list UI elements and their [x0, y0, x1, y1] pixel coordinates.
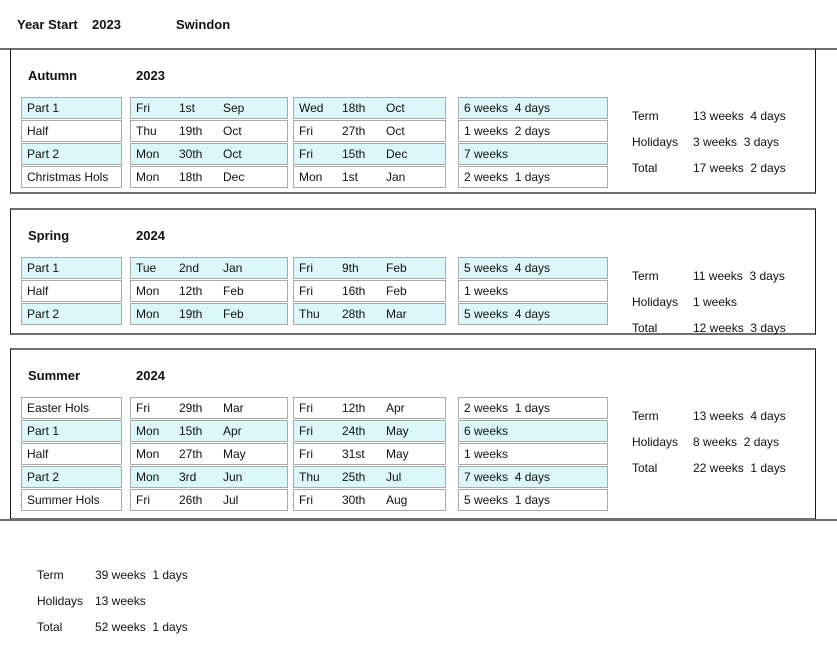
duration-cell[interactable] [458, 303, 608, 325]
table-row [11, 397, 608, 419]
duration-cell[interactable] [458, 257, 608, 279]
summary-total-value: 22 weeks 1 days [693, 461, 786, 475]
start-ordinal: 30th [179, 147, 203, 161]
end-day: Fri [299, 401, 313, 415]
table-row [11, 280, 608, 302]
start-month: Feb [223, 284, 244, 298]
start-date-cell[interactable] [130, 143, 288, 165]
start-day: Fri [136, 401, 150, 415]
section-rows [11, 257, 608, 326]
duration-text: 6 weeks [464, 424, 509, 438]
start-ordinal: 29th [179, 401, 203, 415]
end-date-cell[interactable] [293, 303, 446, 325]
end-ordinal: 28th [342, 307, 366, 321]
end-month: Jan [386, 170, 406, 184]
section-title: Summer [28, 368, 81, 383]
duration-text: 6 weeks 4 days [464, 101, 551, 115]
start-date-cell[interactable] [130, 257, 288, 279]
summary-term-value: 13 weeks 4 days [693, 109, 786, 123]
end-ordinal: 24th [342, 424, 366, 438]
end-date-cell[interactable] [293, 466, 446, 488]
location-name[interactable]: Swindon [176, 17, 231, 32]
summary-term-value: 13 weeks 4 days [693, 409, 786, 423]
start-month: Mar [223, 401, 244, 415]
summary-holidays-value: 1 weeks [693, 295, 738, 309]
start-ordinal: 19th [179, 307, 203, 321]
end-ordinal: 25th [342, 470, 366, 484]
end-day: Fri [299, 147, 313, 161]
duration-text: 5 weeks 1 days [464, 493, 551, 507]
period-label: Easter Hols [27, 401, 90, 415]
year-holidays-label: Holidays [37, 594, 84, 608]
end-ordinal: 12th [342, 401, 366, 415]
section-rows [11, 397, 608, 512]
summary-total-label: Total [632, 321, 658, 335]
period-label: Half [27, 124, 49, 138]
table-row [11, 303, 608, 325]
end-ordinal: 30th [342, 493, 366, 507]
period-label-cell[interactable] [21, 143, 122, 165]
end-day: Thu [299, 470, 320, 484]
start-date-cell[interactable] [130, 420, 288, 442]
year-holidays-value: 13 weeks [95, 594, 146, 608]
table-row [11, 466, 608, 488]
table-row [11, 120, 608, 142]
start-day: Mon [136, 470, 160, 484]
duration-text: 7 weeks 4 days [464, 470, 551, 484]
start-ordinal: 27th [179, 447, 203, 461]
period-label-cell[interactable] [21, 443, 122, 465]
end-ordinal: 16th [342, 284, 366, 298]
start-date-cell[interactable] [130, 466, 288, 488]
start-day: Mon [136, 307, 160, 321]
end-date-cell[interactable] [293, 97, 446, 119]
start-date-cell[interactable] [130, 120, 288, 142]
duration-cell[interactable] [458, 443, 608, 465]
table-row [11, 166, 608, 188]
start-date-cell[interactable] [130, 97, 288, 119]
table-row [11, 257, 608, 279]
duration-text: 2 weeks 1 days [464, 401, 551, 415]
year-term-value: 39 weeks 1 days [95, 568, 188, 582]
start-month: Apr [223, 424, 242, 438]
summary-total-label: Total [632, 161, 658, 175]
year-totals [37, 568, 337, 638]
duration-text: 5 weeks 4 days [464, 307, 551, 321]
section-title: Autumn [28, 68, 78, 83]
end-month: Feb [386, 261, 407, 275]
end-month: Jul [386, 470, 402, 484]
end-month: Aug [386, 493, 408, 507]
summary-holidays-label: Holidays [632, 435, 679, 449]
section-rows [11, 97, 608, 189]
start-ordinal: 2nd [179, 261, 200, 275]
table-row [11, 443, 608, 465]
start-date-cell[interactable] [130, 489, 288, 511]
summary-holidays-value: 8 weeks 2 days [693, 435, 780, 449]
end-ordinal: 15th [342, 147, 366, 161]
start-day: Mon [136, 447, 160, 461]
summary-term-label: Term [632, 269, 659, 283]
end-month: May [386, 424, 409, 438]
duration-text: 1 weeks 2 days [464, 124, 551, 138]
table-row [11, 143, 608, 165]
end-date-cell[interactable] [293, 257, 446, 279]
start-month: Jun [223, 470, 243, 484]
period-label: Part 2 [27, 147, 60, 161]
start-day: Mon [136, 284, 160, 298]
period-label-cell[interactable] [21, 466, 122, 488]
start-month: Sep [223, 101, 245, 115]
end-month: May [386, 447, 409, 461]
end-day: Fri [299, 261, 313, 275]
duration-cell[interactable] [458, 120, 608, 142]
summary-holidays-value: 3 weeks 3 days [693, 135, 780, 149]
year-start-label: Year Start [17, 17, 78, 32]
duration-text: 5 weeks 4 days [464, 261, 551, 275]
duration-cell[interactable] [458, 466, 608, 488]
end-ordinal: 9th [342, 261, 359, 275]
end-month: Apr [386, 401, 405, 415]
period-label-cell[interactable] [21, 120, 122, 142]
period-label: Summer Hols [27, 493, 100, 507]
end-ordinal: 18th [342, 101, 366, 115]
end-ordinal: 31st [342, 447, 365, 461]
start-month: Oct [223, 124, 242, 138]
duration-cell[interactable] [458, 143, 608, 165]
table-row [11, 97, 608, 119]
period-label: Part 2 [27, 307, 60, 321]
summary-term-label: Term [632, 109, 659, 123]
duration-cell[interactable] [458, 280, 608, 302]
end-day: Fri [299, 447, 313, 461]
year-start-value[interactable]: 2023 [92, 17, 121, 32]
period-label: Part 2 [27, 470, 60, 484]
end-ordinal: 27th [342, 124, 366, 138]
page-header [0, 0, 837, 48]
start-day: Mon [136, 424, 160, 438]
section-year: 2023 [136, 68, 165, 83]
period-label-cell[interactable] [21, 420, 122, 442]
end-month: Feb [386, 284, 407, 298]
start-day: Fri [136, 493, 150, 507]
start-ordinal: 3rd [179, 470, 197, 484]
section-summer [10, 348, 816, 520]
duration-text: 2 weeks 1 days [464, 170, 551, 184]
start-month: Dec [223, 170, 245, 184]
summary-holidays-label: Holidays [632, 135, 679, 149]
end-day: Wed [299, 101, 324, 115]
duration-cell[interactable] [458, 420, 608, 442]
year-term-label: Term [37, 568, 64, 582]
year-total-label: Total [37, 620, 63, 634]
end-day: Fri [299, 493, 313, 507]
summary-total-label: Total [632, 461, 658, 475]
section-year: 2024 [136, 228, 165, 243]
start-day: Mon [136, 147, 160, 161]
end-month: Dec [386, 147, 408, 161]
start-day: Tue [136, 261, 157, 275]
start-day: Fri [136, 101, 150, 115]
duration-text: 1 weeks [464, 447, 509, 461]
start-date-cell[interactable] [130, 303, 288, 325]
start-month: May [223, 447, 246, 461]
period-label: Part 1 [27, 261, 60, 275]
period-label: Part 1 [27, 424, 60, 438]
period-label: Christmas Hols [27, 170, 109, 184]
start-month: Jan [223, 261, 243, 275]
period-label-cell[interactable] [21, 303, 122, 325]
start-ordinal: 26th [179, 493, 203, 507]
section-autumn [10, 48, 816, 194]
end-ordinal: 1st [342, 170, 359, 184]
start-date-cell[interactable] [130, 166, 288, 188]
period-label-cell[interactable] [21, 489, 122, 511]
summary-total-value: 17 weeks 2 days [693, 161, 786, 175]
start-day: Thu [136, 124, 157, 138]
end-day: Mon [299, 170, 323, 184]
period-label-cell[interactable] [21, 257, 122, 279]
end-date-cell[interactable] [293, 397, 446, 419]
period-label: Part 1 [27, 101, 60, 115]
end-date-cell[interactable] [293, 443, 446, 465]
section-title: Spring [28, 228, 70, 243]
end-day: Thu [299, 307, 320, 321]
start-ordinal: 18th [179, 170, 203, 184]
end-month: Mar [386, 307, 407, 321]
table-row [11, 420, 608, 442]
period-label-cell[interactable] [21, 166, 122, 188]
end-date-cell[interactable] [293, 143, 446, 165]
period-label-cell[interactable] [21, 280, 122, 302]
duration-cell[interactable] [458, 97, 608, 119]
end-date-cell[interactable] [293, 280, 446, 302]
end-day: Fri [299, 424, 313, 438]
end-month: Oct [386, 101, 405, 115]
summary-total-value: 12 weeks 3 days [693, 321, 786, 335]
summary-term-value: 11 weeks 3 days [693, 269, 785, 283]
section-spring [10, 208, 816, 335]
end-day: Fri [299, 284, 313, 298]
duration-text: 7 weeks [464, 147, 509, 161]
start-month: Oct [223, 147, 242, 161]
start-ordinal: 12th [179, 284, 203, 298]
summary-holidays-label: Holidays [632, 295, 679, 309]
duration-cell[interactable] [458, 397, 608, 419]
start-date-cell[interactable] [130, 443, 288, 465]
end-date-cell[interactable] [293, 489, 446, 511]
start-month: Feb [223, 307, 244, 321]
end-date-cell[interactable] [293, 120, 446, 142]
summary-term-label: Term [632, 409, 659, 423]
period-label: Half [27, 284, 49, 298]
start-ordinal: 1st [179, 101, 196, 115]
period-label: Half [27, 447, 49, 461]
year-total-value: 52 weeks 1 days [95, 620, 188, 634]
duration-cell[interactable] [458, 166, 608, 188]
start-date-cell[interactable] [130, 280, 288, 302]
duration-cell[interactable] [458, 489, 608, 511]
end-day: Fri [299, 124, 313, 138]
start-month: Jul [223, 493, 239, 507]
duration-text: 1 weeks [464, 284, 509, 298]
section-year: 2024 [136, 368, 165, 383]
start-ordinal: 15th [179, 424, 203, 438]
end-month: Oct [386, 124, 405, 138]
start-day: Mon [136, 170, 160, 184]
start-date-cell[interactable] [130, 397, 288, 419]
table-row [11, 489, 608, 511]
end-date-cell[interactable] [293, 166, 446, 188]
end-date-cell[interactable] [293, 420, 446, 442]
start-ordinal: 19th [179, 124, 203, 138]
period-label-cell[interactable] [21, 97, 122, 119]
period-label-cell[interactable] [21, 397, 122, 419]
